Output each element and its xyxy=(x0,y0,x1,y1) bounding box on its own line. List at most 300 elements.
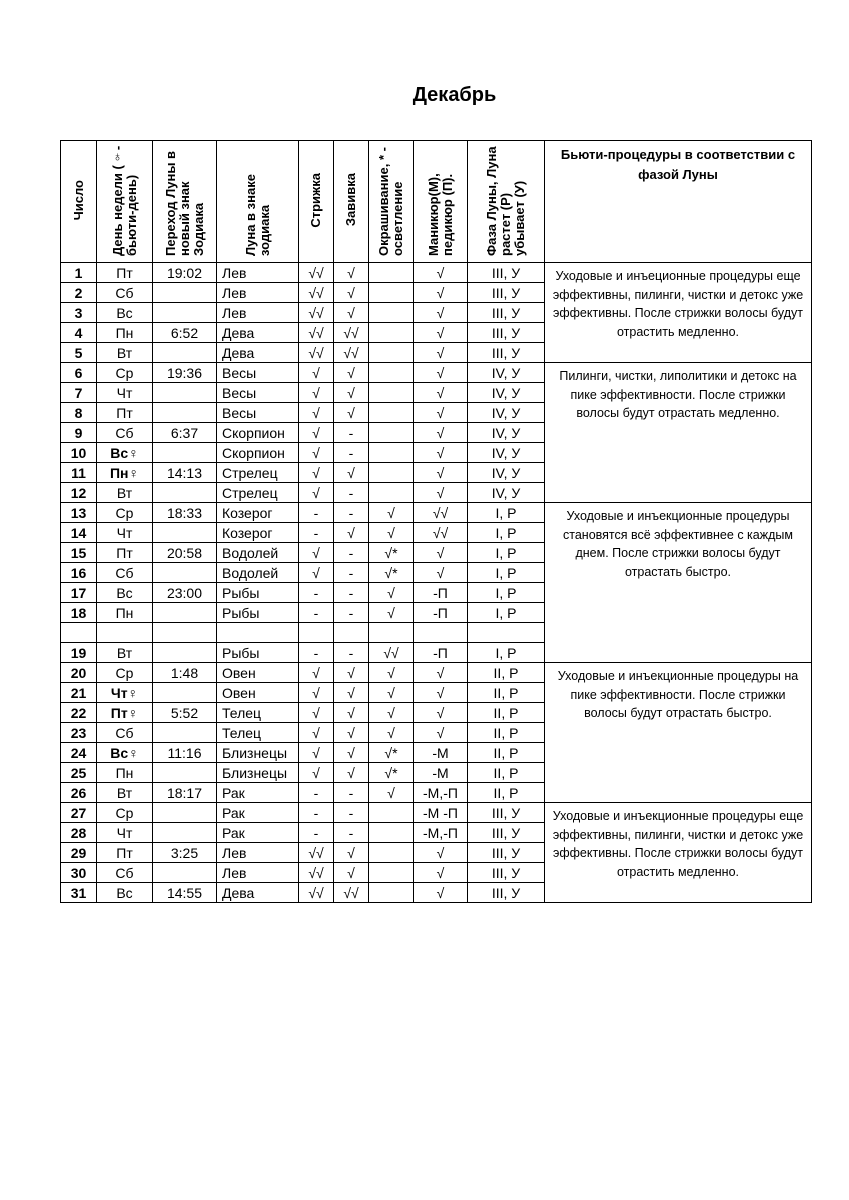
coloring-mark xyxy=(369,443,414,463)
coloring-mark: √* xyxy=(369,543,414,563)
day-number: 18 xyxy=(61,603,97,623)
haircut-mark: - xyxy=(299,523,334,543)
moon-phase: II, Р xyxy=(468,783,545,803)
haircut-mark: - xyxy=(299,803,334,823)
manicure-mark: √ xyxy=(414,543,468,563)
zodiac-sign: Весы xyxy=(217,383,299,403)
weekday: Сб xyxy=(97,863,153,883)
moon-transition-time: 18:17 xyxy=(153,783,217,803)
zodiac-sign: Весы xyxy=(217,363,299,383)
zodiac-sign: Козерог xyxy=(217,523,299,543)
zodiac-sign: Стрелец xyxy=(217,463,299,483)
weekday: Вт xyxy=(97,643,153,663)
moon-phase: II, Р xyxy=(468,683,545,703)
moon-phase: IV, У xyxy=(468,463,545,483)
moon-transition-time xyxy=(153,763,217,783)
coloring-mark xyxy=(369,823,414,843)
curl-mark: √ xyxy=(334,743,369,763)
zodiac-sign: Дева xyxy=(217,883,299,903)
zodiac-sign: Стрелец xyxy=(217,483,299,503)
coloring-mark: √ xyxy=(369,603,414,623)
moon-phase: I, Р xyxy=(468,643,545,663)
day-number: 5 xyxy=(61,343,97,363)
manicure-mark: √ xyxy=(414,663,468,683)
coloring-mark xyxy=(369,363,414,383)
coloring-mark: √ xyxy=(369,783,414,803)
moon-phase: IV, У xyxy=(468,363,545,383)
weekday: Чт xyxy=(97,823,153,843)
manicure-mark: √ xyxy=(414,703,468,723)
manicure-mark: -М -П xyxy=(414,803,468,823)
manicure-mark: √ xyxy=(414,303,468,323)
weekday: Ср xyxy=(97,503,153,523)
curl-mark: - xyxy=(334,443,369,463)
day-number: 28 xyxy=(61,823,97,843)
coloring-mark xyxy=(369,263,414,283)
coloring-mark: √* xyxy=(369,743,414,763)
coloring-mark xyxy=(369,323,414,343)
zodiac-sign: Лев xyxy=(217,303,299,323)
moon-phase: III, У xyxy=(468,843,545,863)
coloring-mark xyxy=(369,463,414,483)
moon-phase: III, У xyxy=(468,803,545,823)
zodiac-sign: Близнецы xyxy=(217,743,299,763)
day-number: 27 xyxy=(61,803,97,823)
moon-phase: III, У xyxy=(468,323,545,343)
moon-phase: IV, У xyxy=(468,483,545,503)
haircut-mark: √√ xyxy=(299,343,334,363)
moon-transition-time: 14:55 xyxy=(153,883,217,903)
zodiac-sign: Скорпион xyxy=(217,423,299,443)
zodiac-sign: Телец xyxy=(217,723,299,743)
day-number: 3 xyxy=(61,303,97,323)
curl-mark: √ xyxy=(334,723,369,743)
day-number: 25 xyxy=(61,763,97,783)
weekday: Пт xyxy=(97,263,153,283)
weekday: Ср xyxy=(97,663,153,683)
moon-phase: III, У xyxy=(468,343,545,363)
haircut-mark: √√ xyxy=(299,883,334,903)
manicure-mark: √√ xyxy=(414,503,468,523)
moon-transition-time: 5:52 xyxy=(153,703,217,723)
header-day: Число xyxy=(61,141,97,263)
haircut-mark: - xyxy=(299,783,334,803)
day-number: 17 xyxy=(61,583,97,603)
zodiac-sign: Дева xyxy=(217,323,299,343)
curl-mark: - xyxy=(334,543,369,563)
beauty-note: Уходовые и инъекционные процедуры на пике эффективности. После стрижки волосы будут отрастать быстро. xyxy=(545,663,812,803)
haircut-mark: √ xyxy=(299,363,334,383)
manicure-mark: √ xyxy=(414,363,468,383)
haircut-mark: √√ xyxy=(299,843,334,863)
coloring-mark: √ xyxy=(369,663,414,683)
zodiac-sign: Козерог xyxy=(217,503,299,523)
manicure-mark: √ xyxy=(414,323,468,343)
curl-mark: - xyxy=(334,583,369,603)
manicure-mark: √ xyxy=(414,683,468,703)
day-number: 10 xyxy=(61,443,97,463)
coloring-mark xyxy=(369,863,414,883)
moon-transition-time: 20:58 xyxy=(153,543,217,563)
moon-phase: I, Р xyxy=(468,523,545,543)
moon-phase: I, Р xyxy=(468,503,545,523)
header-transition: Переход Луны в новый знак Зодиака xyxy=(153,141,217,263)
moon-transition-time: 18:33 xyxy=(153,503,217,523)
haircut-mark: √ xyxy=(299,443,334,463)
haircut-mark: √ xyxy=(299,723,334,743)
manicure-mark: √ xyxy=(414,843,468,863)
haircut-mark: √ xyxy=(299,383,334,403)
manicure-mark: √ xyxy=(414,883,468,903)
weekday: Вт xyxy=(97,783,153,803)
haircut-mark: √ xyxy=(299,703,334,723)
weekday: Вт xyxy=(97,343,153,363)
haircut-mark: √ xyxy=(299,563,334,583)
coloring-mark xyxy=(369,383,414,403)
moon-transition-time: 14:13 xyxy=(153,463,217,483)
coloring-mark: √ xyxy=(369,683,414,703)
moon-transition-time: 3:25 xyxy=(153,843,217,863)
moon-phase: IV, У xyxy=(468,443,545,463)
coloring-mark: √* xyxy=(369,563,414,583)
day-number: 19 xyxy=(61,643,97,663)
coloring-mark xyxy=(369,423,414,443)
curl-mark: √ xyxy=(334,263,369,283)
weekday: Вс xyxy=(97,303,153,323)
haircut-mark: √ xyxy=(299,683,334,703)
manicure-mark: √ xyxy=(414,403,468,423)
moon-phase: IV, У xyxy=(468,423,545,443)
weekday: Чт xyxy=(97,383,153,403)
moon-phase: II, Р xyxy=(468,703,545,723)
moon-transition-time xyxy=(153,623,217,643)
curl-mark: - xyxy=(334,783,369,803)
curl-mark: √ xyxy=(334,363,369,383)
zodiac-sign: Скорпион xyxy=(217,443,299,463)
day-number: 13 xyxy=(61,503,97,523)
curl-mark: √ xyxy=(334,843,369,863)
moon-transition-time xyxy=(153,523,217,543)
moon-transition-time xyxy=(153,343,217,363)
day-number: 8 xyxy=(61,403,97,423)
haircut-mark: √ xyxy=(299,743,334,763)
moon-phase: III, У xyxy=(468,883,545,903)
zodiac-sign: Рак xyxy=(217,823,299,843)
moon-phase: II, Р xyxy=(468,663,545,683)
haircut-mark: √ xyxy=(299,543,334,563)
curl-mark: √ xyxy=(334,403,369,423)
weekday: Пн♀ xyxy=(97,463,153,483)
header-sign: Луна в знаке зодиака xyxy=(217,141,299,263)
curl-mark: - xyxy=(334,603,369,623)
header-row xyxy=(61,141,812,263)
header-beauty: Бьюти-процедуры в соответствии с фазой Луны xyxy=(545,141,812,263)
haircut-mark: - xyxy=(299,643,334,663)
haircut-mark: - xyxy=(299,603,334,623)
zodiac-sign: Рыбы xyxy=(217,603,299,623)
header-manicure: Маникюр(М), педикюр (П). xyxy=(414,141,468,263)
day-number: 9 xyxy=(61,423,97,443)
zodiac-sign: Лев xyxy=(217,263,299,283)
coloring-mark: √ xyxy=(369,723,414,743)
coloring-mark: √ xyxy=(369,583,414,603)
manicure-mark: √ xyxy=(414,263,468,283)
curl-mark: √ xyxy=(334,703,369,723)
manicure-mark xyxy=(414,623,468,643)
moon-transition-time: 23:00 xyxy=(153,583,217,603)
moon-transition-time xyxy=(153,443,217,463)
header-weekday: День недели (♀- бьюти-день) xyxy=(97,141,153,263)
zodiac-sign: Лев xyxy=(217,843,299,863)
moon-transition-time xyxy=(153,483,217,503)
day-number: 2 xyxy=(61,283,97,303)
table-row xyxy=(61,263,812,283)
coloring-mark: √* xyxy=(369,763,414,783)
manicure-mark: √ xyxy=(414,283,468,303)
day-number: 24 xyxy=(61,743,97,763)
day-number: 22 xyxy=(61,703,97,723)
weekday: Пт xyxy=(97,403,153,423)
zodiac-sign: Овен xyxy=(217,683,299,703)
moon-transition-time xyxy=(153,723,217,743)
day-number: 4 xyxy=(61,323,97,343)
haircut-mark xyxy=(299,623,334,643)
table-row xyxy=(61,363,812,383)
day-number: 31 xyxy=(61,883,97,903)
weekday: Вс xyxy=(97,583,153,603)
zodiac-sign xyxy=(217,623,299,643)
zodiac-sign: Весы xyxy=(217,403,299,423)
haircut-mark: √√ xyxy=(299,863,334,883)
curl-mark: √ xyxy=(334,283,369,303)
haircut-mark: √√ xyxy=(299,323,334,343)
manicure-mark: √ xyxy=(414,423,468,443)
day-number: 23 xyxy=(61,723,97,743)
moon-transition-time: 1:48 xyxy=(153,663,217,683)
haircut-mark: - xyxy=(299,583,334,603)
zodiac-sign: Лев xyxy=(217,863,299,883)
weekday: Пн xyxy=(97,323,153,343)
weekday: Сб xyxy=(97,563,153,583)
weekday: Ср xyxy=(97,363,153,383)
curl-mark: - xyxy=(334,483,369,503)
moon-phase: I, Р xyxy=(468,543,545,563)
weekday: Ср xyxy=(97,803,153,823)
moon-transition-time xyxy=(153,863,217,883)
manicure-mark: -П xyxy=(414,583,468,603)
manicure-mark: √ xyxy=(414,463,468,483)
zodiac-sign: Водолей xyxy=(217,543,299,563)
day-number: 7 xyxy=(61,383,97,403)
moon-phase: III, У xyxy=(468,283,545,303)
curl-mark: - xyxy=(334,423,369,443)
zodiac-sign: Рыбы xyxy=(217,583,299,603)
moon-phase: IV, У xyxy=(468,383,545,403)
coloring-mark xyxy=(369,483,414,503)
moon-transition-time xyxy=(153,563,217,583)
haircut-mark: - xyxy=(299,823,334,843)
manicure-mark: √ xyxy=(414,723,468,743)
manicure-mark: -П xyxy=(414,603,468,623)
page-title: Декабрь xyxy=(412,84,497,106)
header-haircut: Стрижка xyxy=(299,141,334,263)
coloring-mark: √ xyxy=(369,703,414,723)
curl-mark: √ xyxy=(334,303,369,323)
moon-transition-time: 6:37 xyxy=(153,423,217,443)
curl-mark: - xyxy=(334,643,369,663)
day-number: 15 xyxy=(61,543,97,563)
weekday: Пн xyxy=(97,603,153,623)
moon-transition-time xyxy=(153,283,217,303)
moon-phase: I, Р xyxy=(468,563,545,583)
curl-mark: √ xyxy=(334,683,369,703)
curl-mark: - xyxy=(334,503,369,523)
manicure-mark: √ xyxy=(414,863,468,883)
moon-transition-time: 19:02 xyxy=(153,263,217,283)
day-number xyxy=(61,623,97,643)
lunar-calendar-table xyxy=(60,140,812,903)
coloring-mark xyxy=(369,623,414,643)
moon-transition-time xyxy=(153,603,217,623)
curl-mark: - xyxy=(334,563,369,583)
weekday: Вс♀ xyxy=(97,443,153,463)
haircut-mark: √ xyxy=(299,403,334,423)
weekday: Пт xyxy=(97,843,153,863)
day-number: 11 xyxy=(61,463,97,483)
moon-phase: III, У xyxy=(468,303,545,323)
curl-mark xyxy=(334,623,369,643)
zodiac-sign: Лев xyxy=(217,283,299,303)
day-number: 29 xyxy=(61,843,97,863)
zodiac-sign: Водолей xyxy=(217,563,299,583)
coloring-mark: √ xyxy=(369,523,414,543)
day-number: 12 xyxy=(61,483,97,503)
moon-phase: II, Р xyxy=(468,763,545,783)
curl-mark: - xyxy=(334,803,369,823)
weekday: Вт xyxy=(97,483,153,503)
curl-mark: √ xyxy=(334,863,369,883)
day-number: 20 xyxy=(61,663,97,683)
beauty-note: Уходовые и инъеционные процедуры еще эффективны, пилинги, чистки и детокс уже эффективны. После стрижки волосы будут отрастить медленно. xyxy=(545,263,812,363)
coloring-mark xyxy=(369,303,414,323)
moon-transition-time xyxy=(153,823,217,843)
moon-phase: I, Р xyxy=(468,603,545,623)
day-number: 30 xyxy=(61,863,97,883)
beauty-note: Уходовые и инъекционные процедуры становятся всё эффективнее с каждым днем. После стрижки волосы будут отрастать быстро. xyxy=(545,503,812,663)
weekday: Сб xyxy=(97,283,153,303)
day-number: 21 xyxy=(61,683,97,703)
haircut-mark: √ xyxy=(299,423,334,443)
table-row xyxy=(61,803,812,823)
table-row xyxy=(61,503,812,523)
curl-mark: √ xyxy=(334,383,369,403)
coloring-mark xyxy=(369,283,414,303)
haircut-mark: √ xyxy=(299,763,334,783)
haircut-mark: √√ xyxy=(299,303,334,323)
manicure-mark: -М xyxy=(414,743,468,763)
haircut-mark: √ xyxy=(299,483,334,503)
day-number: 26 xyxy=(61,783,97,803)
weekday: Чт♀ xyxy=(97,683,153,703)
manicure-mark: √ xyxy=(414,383,468,403)
day-number: 6 xyxy=(61,363,97,383)
moon-transition-time xyxy=(153,683,217,703)
manicure-mark: √ xyxy=(414,563,468,583)
moon-phase: III, У xyxy=(468,263,545,283)
weekday: Пт xyxy=(97,543,153,563)
weekday: Вс xyxy=(97,883,153,903)
moon-transition-time xyxy=(153,303,217,323)
haircut-mark: √√ xyxy=(299,283,334,303)
zodiac-sign: Дева xyxy=(217,343,299,363)
beauty-note: Уходовые и инъекционные процедуры еще эффективны, пилинги, чистки и детокс уже эффективны. После стрижки волосы будут отрастить медленно. xyxy=(545,803,812,903)
manicure-mark: -П xyxy=(414,643,468,663)
manicure-mark: √ xyxy=(414,483,468,503)
day-number: 14 xyxy=(61,523,97,543)
coloring-mark xyxy=(369,343,414,363)
zodiac-sign: Рыбы xyxy=(217,643,299,663)
moon-transition-time: 11:16 xyxy=(153,743,217,763)
curl-mark: √ xyxy=(334,523,369,543)
curl-mark: √ xyxy=(334,463,369,483)
beauty-note: Пилинги, чистки, липолитики и детокс на пике эффективности. После стрижки волосы будут отрастать медленно. xyxy=(545,363,812,503)
manicure-mark: -М,-П xyxy=(414,783,468,803)
coloring-mark: √√ xyxy=(369,643,414,663)
manicure-mark: -М xyxy=(414,763,468,783)
day-number: 1 xyxy=(61,263,97,283)
moon-phase xyxy=(468,623,545,643)
coloring-mark xyxy=(369,843,414,863)
header-coloring: Окрашивание, * - осветление xyxy=(369,141,414,263)
table-row xyxy=(61,663,812,683)
moon-transition-time: 6:52 xyxy=(153,323,217,343)
moon-phase: II, Р xyxy=(468,723,545,743)
coloring-mark xyxy=(369,403,414,423)
zodiac-sign: Телец xyxy=(217,703,299,723)
curl-mark: √√ xyxy=(334,883,369,903)
moon-phase: IV, У xyxy=(468,403,545,423)
moon-phase: I, Р xyxy=(468,583,545,603)
curl-mark: √√ xyxy=(334,343,369,363)
weekday xyxy=(97,623,153,643)
haircut-mark: √√ xyxy=(299,263,334,283)
zodiac-sign: Близнецы xyxy=(217,763,299,783)
zodiac-sign: Рак xyxy=(217,803,299,823)
coloring-mark xyxy=(369,803,414,823)
day-number: 16 xyxy=(61,563,97,583)
moon-transition-time xyxy=(153,643,217,663)
weekday: Пн xyxy=(97,763,153,783)
weekday: Сб xyxy=(97,423,153,443)
manicure-mark: √√ xyxy=(414,523,468,543)
weekday: Чт xyxy=(97,523,153,543)
moon-phase: III, У xyxy=(468,863,545,883)
weekday: Сб xyxy=(97,723,153,743)
header-curl: Завивка xyxy=(334,141,369,263)
moon-transition-time: 19:36 xyxy=(153,363,217,383)
moon-phase: III, У xyxy=(468,823,545,843)
weekday: Вс♀ xyxy=(97,743,153,763)
moon-phase: II, Р xyxy=(468,743,545,763)
header-phase: Фаза Луны, Луна растет (Р) убывает (У) xyxy=(468,141,545,263)
coloring-mark xyxy=(369,883,414,903)
coloring-mark: √ xyxy=(369,503,414,523)
zodiac-sign: Рак xyxy=(217,783,299,803)
zodiac-sign: Овен xyxy=(217,663,299,683)
manicure-mark: -М,-П xyxy=(414,823,468,843)
moon-transition-time xyxy=(153,803,217,823)
moon-transition-time xyxy=(153,383,217,403)
